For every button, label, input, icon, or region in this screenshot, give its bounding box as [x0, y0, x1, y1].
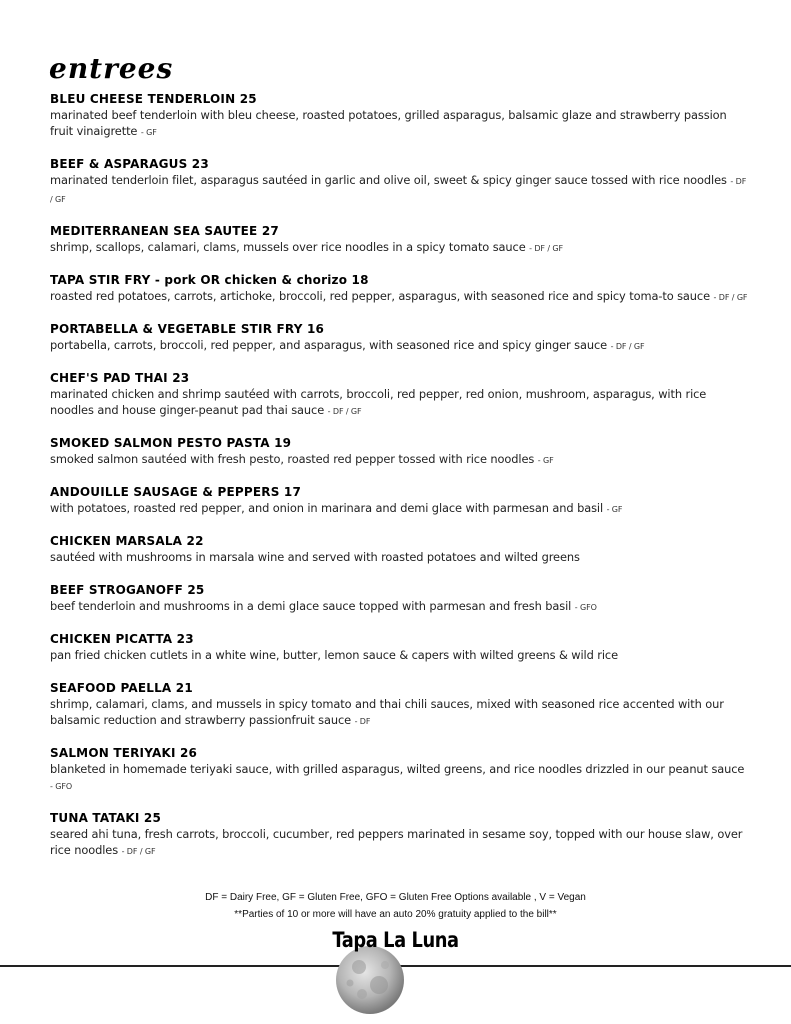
menu-item-description: roasted red potatoes, carrots, artichoke, broccoli, red pepper, asparagus, with seasoned rice and spicy toma-to sauce - DF / GF — [50, 289, 748, 303]
menu-item-title: ANDOUILLE SAUSAGE & PEPPERS 17 — [50, 485, 302, 499]
dietary-tag: - GF — [537, 456, 554, 465]
menu-item-title: SEAFOOD PAELLA 21 — [50, 681, 193, 695]
menu-item-description: pan fried chicken cutlets in a white wine, butter, lemon sauce & capers with wilted greens & wild rice — [50, 648, 618, 662]
menu-item — [50, 156, 750, 208]
menu-item — [50, 370, 750, 420]
logo-wordmark: Tapa La Luna — [332, 928, 459, 952]
dietary-tag: - DF / GF — [327, 407, 362, 416]
menu-item — [50, 745, 750, 795]
menu-item-description: shrimp, calamari, clams, and mussels in spicy tomato and thai chili sauces, mixed with seasoned rice accented with our balsamic reduction and strawberry passionfruit sauce - DF — [50, 697, 724, 727]
dietary-tag: - DF / GF — [50, 177, 747, 204]
menu-item-list — [50, 91, 750, 860]
gratuity-note: **Parties of 10 or more will have an auto 20% gratuity applied to the bill** — [234, 909, 557, 920]
menu-item-title: SMOKED SALMON PESTO PASTA 19 — [50, 436, 292, 450]
menu-item-description: sautéed with mushrooms in marsala wine and served with roasted potatoes and wilted greens — [50, 550, 580, 564]
menu-item-title: CHICKEN MARSALA 22 — [50, 534, 204, 548]
menu-item — [50, 582, 750, 616]
menu-item-description: shrimp, scallops, calamari, clams, mussels over rice noodles in a spicy tomato sauce - DF / GF — [50, 240, 564, 254]
menu-footer-notes — [0, 889, 791, 923]
menu-item-description: blanketed in homemade teriyaki sauce, with grilled asparagus, wilted greens, and rice noodles drizzled in our peanut sauce - GFO — [50, 762, 745, 791]
menu-item — [50, 484, 750, 518]
dietary-tag: - DF / GF — [529, 244, 564, 253]
dietary-tag: - GFO — [574, 603, 597, 612]
moon-icon — [335, 945, 405, 1015]
menu-item-title: CHICKEN PICATTA 23 — [50, 632, 194, 646]
dietary-legend: DF = Dairy Free, GF = Gluten Free, GFO = Gluten Free Options available , V = Vegan — [205, 892, 586, 903]
dietary-tag: - DF / GF — [610, 342, 645, 351]
menu-item-title: BLEU CHEESE TENDERLOIN 25 — [50, 92, 257, 106]
menu-item-title: TUNA TATAKI 25 — [50, 811, 162, 825]
menu-item-title: SALMON TERIYAKI 26 — [50, 746, 198, 760]
menu-item-description: marinated tenderloin filet, asparagus sautéed in garlic and olive oil, sweet & spicy ginger sauce tossed with rice noodles - DF / GF — [50, 173, 747, 204]
dietary-tag: - DF / GF — [713, 293, 748, 302]
dietary-tag: - DF / GF — [121, 847, 156, 856]
dietary-tag: - GF — [606, 505, 623, 514]
menu-item-description: smoked salmon sautéed with fresh pesto, roasted red pepper tossed with rice noodles - GF — [50, 452, 554, 466]
menu-item-title: PORTABELLA & VEGETABLE STIR FRY 16 — [50, 322, 325, 336]
menu-item-description: portabella, carrots, broccoli, red pepper, and asparagus, with seasoned rice and spicy ginger sauce - DF / GF — [50, 338, 645, 352]
menu-item — [50, 810, 750, 860]
menu-item-description: with potatoes, roasted red pepper, and onion in marinara and demi glace with parmesan and basil - GF — [50, 501, 623, 515]
menu-item — [50, 223, 750, 257]
menu-item-description: marinated chicken and shrimp sautéed with carrots, broccoli, red pepper, red onion, mushroom, asparagus, with rice noodles and house ginger-peanut pad thai sauce - DF / GF — [50, 387, 707, 417]
menu-item-title: BEEF STROGANOFF 25 — [50, 583, 205, 597]
menu-item — [50, 91, 750, 141]
section-title: entrees — [49, 52, 174, 85]
dietary-tag: - GF — [140, 128, 157, 137]
menu-item — [50, 435, 750, 469]
menu-item-description: seared ahi tuna, fresh carrots, broccoli, cucumber, red peppers marinated in sesame soy, topped with our house slaw, over rice noodles - DF / GF — [50, 827, 743, 857]
dietary-tag: - DF — [354, 717, 371, 726]
menu-item-title: TAPA STIR FRY - pork OR chicken & chorizo 18 — [50, 273, 369, 287]
menu-item-description: marinated beef tenderloin with bleu cheese, roasted potatoes, grilled asparagus, balsamic glaze and strawberry passion fruit vinaigrette - GF — [50, 108, 727, 138]
menu-item-title: BEEF & ASPARAGUS 23 — [50, 157, 209, 171]
dietary-tag: - GFO — [50, 782, 73, 791]
menu-item-title: CHEF'S PAD THAI 23 — [50, 371, 190, 385]
menu-item — [50, 631, 750, 665]
menu-item — [50, 321, 750, 355]
menu-item-title: MEDITERRANEAN SEA SAUTEE 27 — [50, 224, 279, 238]
menu-item-description: beef tenderloin and mushrooms in a demi glace sauce topped with parmesan and fresh basil - GFO — [50, 599, 597, 613]
menu-item — [50, 533, 750, 567]
menu-item — [50, 680, 750, 730]
menu-item — [50, 272, 750, 306]
